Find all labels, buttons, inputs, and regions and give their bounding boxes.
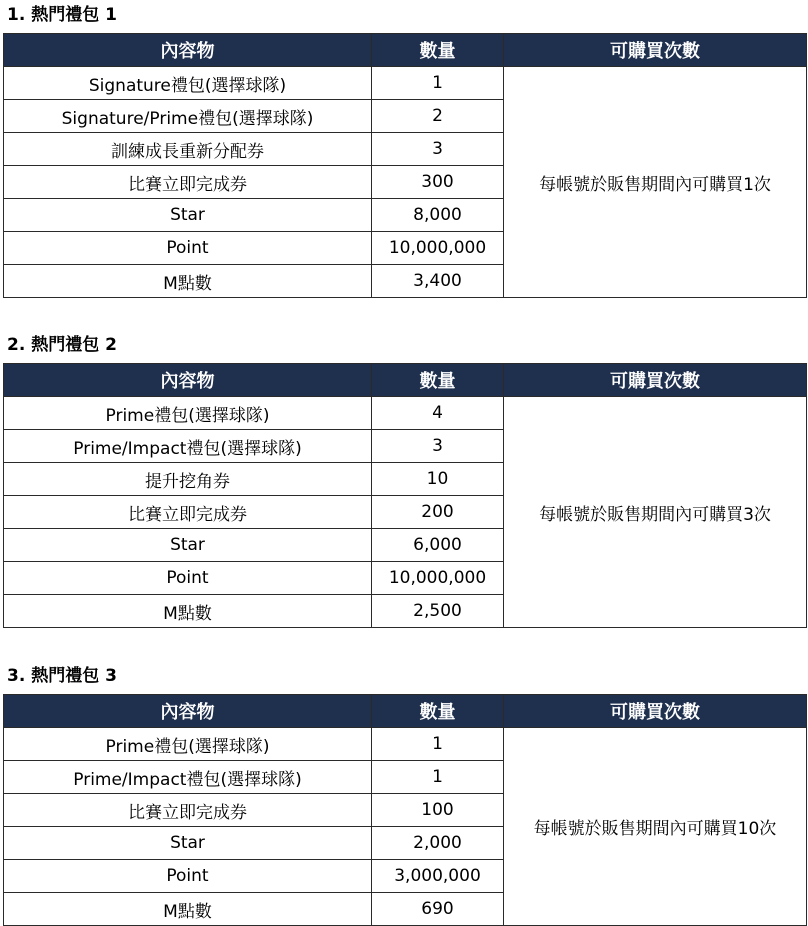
item-cell: Prime禮包(選擇球隊): [4, 397, 372, 430]
item-cell: Star: [4, 827, 372, 860]
item-cell: Point: [4, 860, 372, 893]
qty-cell: 2,500: [372, 595, 504, 628]
item-cell: Star: [4, 529, 372, 562]
qty-cell: 1: [372, 728, 504, 761]
qty-cell: 3: [372, 430, 504, 463]
table-row: [4, 397, 807, 430]
qty-cell: 10,000,000: [372, 562, 504, 595]
item-cell: 比賽立即完成券: [4, 794, 372, 827]
item-cell: 比賽立即完成券: [4, 166, 372, 199]
item-cell: Signature禮包(選擇球隊): [4, 67, 372, 100]
qty-cell: 200: [372, 496, 504, 529]
qty-cell: 6,000: [372, 529, 504, 562]
table-header-row: [4, 34, 807, 67]
header-quantity: 數量: [372, 364, 504, 397]
section-title: 3. 熱門禮包 3: [7, 666, 117, 686]
header-content: 內容物: [4, 364, 372, 397]
item-cell: Star: [4, 199, 372, 232]
item-cell: Prime禮包(選擇球隊): [4, 728, 372, 761]
qty-cell: 4: [372, 397, 504, 430]
qty-cell: 1: [372, 67, 504, 100]
item-cell: 比賽立即完成券: [4, 496, 372, 529]
item-cell: Prime/Impact禮包(選擇球隊): [4, 430, 372, 463]
header-limit: 可購買次數: [504, 695, 807, 728]
header-limit: 可購買次數: [504, 34, 807, 67]
table-row: [4, 728, 807, 761]
header-limit: 可購買次數: [504, 364, 807, 397]
qty-cell: 2: [372, 100, 504, 133]
item-cell: Point: [4, 562, 372, 595]
item-cell: M點數: [4, 265, 372, 298]
header-quantity: 數量: [372, 695, 504, 728]
qty-cell: 3,000,000: [372, 860, 504, 893]
qty-cell: 10,000,000: [372, 232, 504, 265]
qty-cell: 2,000: [372, 827, 504, 860]
purchase-limit-cell: 每帳號於販售期間內可購買1次: [504, 67, 807, 298]
item-cell: M點數: [4, 893, 372, 926]
table-header-row: [4, 364, 807, 397]
section-title: 2. 熱門禮包 2: [7, 335, 117, 355]
qty-cell: 10: [372, 463, 504, 496]
qty-cell: 300: [372, 166, 504, 199]
item-cell: Prime/Impact禮包(選擇球隊): [4, 761, 372, 794]
package-table: [3, 363, 807, 628]
item-cell: Signature/Prime禮包(選擇球隊): [4, 100, 372, 133]
header-content: 內容物: [4, 34, 372, 67]
qty-cell: 690: [372, 893, 504, 926]
header-content: 內容物: [4, 695, 372, 728]
qty-cell: 3: [372, 133, 504, 166]
item-cell: 提升挖角券: [4, 463, 372, 496]
purchase-limit-cell: 每帳號於販售期間內可購買10次: [504, 728, 807, 926]
header-quantity: 數量: [372, 34, 504, 67]
qty-cell: 3,400: [372, 265, 504, 298]
package-table: [3, 33, 807, 298]
table-row: [4, 67, 807, 100]
section-title: 1. 熱門禮包 1: [7, 5, 117, 25]
qty-cell: 8,000: [372, 199, 504, 232]
qty-cell: 100: [372, 794, 504, 827]
package-table: [3, 694, 807, 926]
qty-cell: 1: [372, 761, 504, 794]
item-cell: M點數: [4, 595, 372, 628]
item-cell: 訓練成長重新分配券: [4, 133, 372, 166]
table-header-row: [4, 695, 807, 728]
purchase-limit-cell: 每帳號於販售期間內可購買3次: [504, 397, 807, 628]
item-cell: Point: [4, 232, 372, 265]
